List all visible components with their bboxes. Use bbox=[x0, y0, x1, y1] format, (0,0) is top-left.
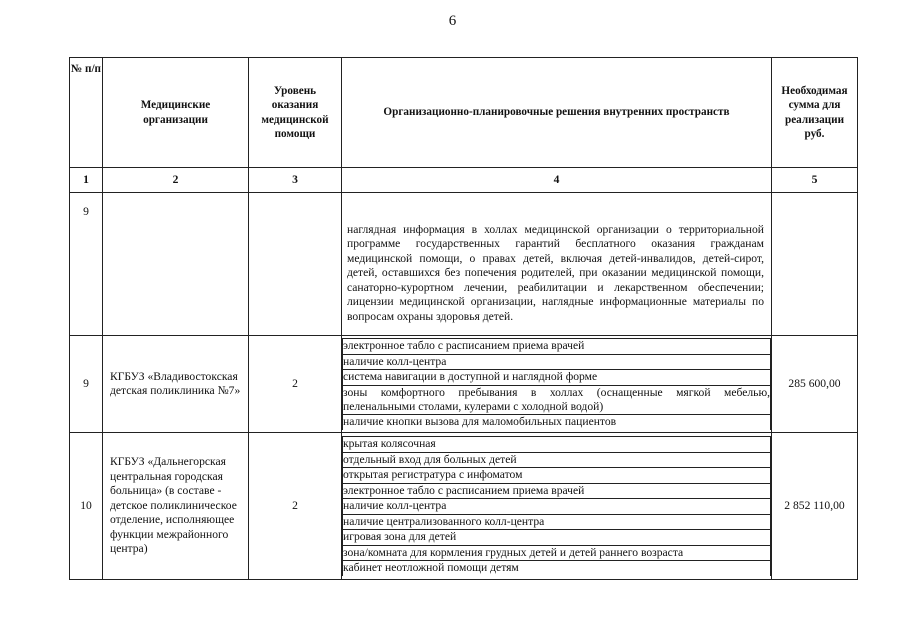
list-item bbox=[343, 468, 771, 483]
list-item bbox=[343, 483, 771, 498]
list-item bbox=[343, 452, 771, 467]
continuation-org-cell bbox=[103, 193, 249, 336]
header-level: Уровень оказания медицинской помощи bbox=[249, 58, 342, 168]
solutions-list bbox=[342, 436, 771, 575]
column-number-4: 4 bbox=[342, 168, 772, 193]
table-row bbox=[70, 433, 858, 580]
solution-text: открытая регистратура с инфоматом bbox=[343, 468, 771, 483]
solution-text: электронное табло с расписанием приема врачей bbox=[343, 339, 771, 354]
organization-name: КГБУЗ «Владивостокская детская поликлиника №7» bbox=[103, 336, 249, 433]
care-level: 2 bbox=[249, 336, 342, 433]
list-item bbox=[343, 499, 771, 514]
continuation-row bbox=[70, 193, 858, 336]
continuation-number-cell bbox=[70, 193, 103, 336]
solutions-cell bbox=[342, 336, 772, 433]
column-numbers-row bbox=[70, 168, 858, 193]
header-solutions: Организационно-планировочные решения внутренних пространств bbox=[342, 58, 772, 168]
list-item bbox=[343, 339, 771, 354]
header-organizations: Медицинские организации bbox=[103, 58, 249, 168]
solutions-cell bbox=[342, 433, 772, 580]
solution-text: зоны комфортного пребывания в холлах (оснащенные мягкой мебелью, пеленальными столами, кулерами с холодной водой) bbox=[343, 385, 770, 413]
column-number-5: 5 bbox=[772, 168, 858, 193]
solution-text: система навигации в доступной и наглядной форме bbox=[343, 370, 771, 385]
solution-text: крытая колясочная bbox=[343, 437, 771, 452]
header-amount: Необходимая сумма для реализации руб. bbox=[772, 58, 858, 168]
page-number: 6 bbox=[448, 13, 457, 29]
header-number: № п/п bbox=[70, 58, 103, 168]
solution-text: наличие кнопки вызова для маломобильных пациентов bbox=[343, 415, 771, 430]
list-item bbox=[343, 545, 771, 560]
solution-text: наличие колл-центра bbox=[343, 499, 771, 514]
solution-text: кабинет неотложной помощи детям bbox=[343, 561, 771, 576]
list-item bbox=[343, 437, 771, 452]
solution-text: наличие централизованного колл-центра bbox=[343, 514, 771, 529]
row-number: 10 bbox=[70, 433, 103, 580]
row-number: 9 bbox=[70, 336, 103, 433]
list-item bbox=[343, 354, 771, 369]
header-row bbox=[70, 58, 858, 168]
solution-text: отдельный вход для больных детей bbox=[343, 452, 771, 467]
list-item bbox=[343, 385, 771, 415]
list-item bbox=[343, 415, 771, 430]
solutions-list bbox=[342, 338, 771, 430]
solution-text: электронное табло с расписанием приема врачей bbox=[343, 483, 771, 498]
column-number-3: 3 bbox=[249, 168, 342, 193]
list-item bbox=[343, 514, 771, 529]
list-item bbox=[343, 530, 771, 545]
amount: 285 600,00 bbox=[772, 336, 858, 433]
list-item bbox=[343, 561, 771, 576]
solution-text: зона/комната для кормления грудных детей и детей раннего возраста bbox=[343, 545, 771, 560]
organization-name: КГБУЗ «Дальнегорская центральная городская больница» (в составе - детское поликлиническое отделение, исполняющее функции межрайонного центра) bbox=[103, 433, 249, 580]
medical-organizations-table bbox=[69, 57, 858, 580]
continuation-level-cell bbox=[249, 193, 342, 336]
table-row bbox=[70, 336, 858, 433]
care-level: 2 bbox=[249, 433, 342, 580]
continuation-text: наглядная информация в холлах медицинской организации о территориальной программе государственных гарантий бесплатного оказания гражданам медицинской помощи, о правах детей, включая детей-инвалидов, детей-сирот, детей, оставшихся без попечения родителей, при оказании медицинской помощи, санаторно-курортном лечении, реабилитации и лекарственном обеспечении; лицензии медицинской организации, наглядные информационные материалы по вопросам охраны здоровья детей. bbox=[342, 193, 772, 336]
solution-text: игровая зона для детей bbox=[343, 530, 771, 545]
column-number-1: 1 bbox=[70, 168, 103, 193]
continuation-amount-cell bbox=[772, 193, 858, 336]
solution-text: наличие колл-центра bbox=[343, 354, 771, 369]
amount: 2 852 110,00 bbox=[772, 433, 858, 580]
continuation-number: 9 bbox=[83, 205, 89, 218]
column-number-2: 2 bbox=[103, 168, 249, 193]
list-item bbox=[343, 370, 771, 385]
